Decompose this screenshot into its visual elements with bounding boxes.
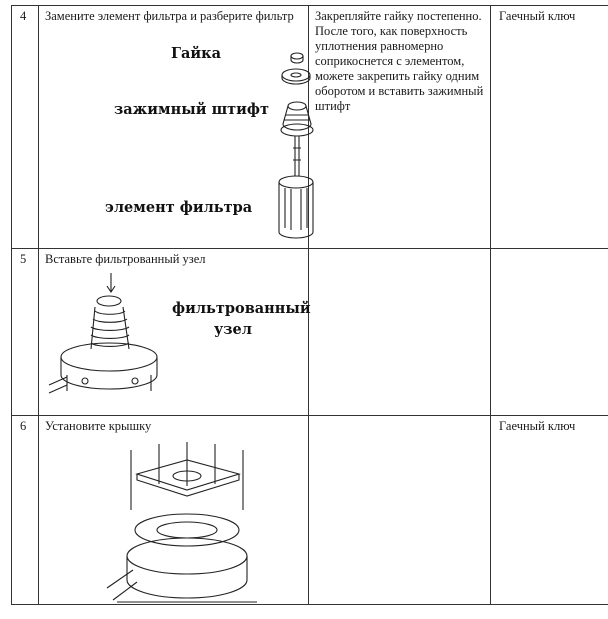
label-assembly-line1: фильтрованный	[172, 300, 311, 317]
label-filter-element: элемент фильтра	[105, 199, 253, 216]
operation-text: Вставьте фильтрованный узел	[45, 252, 206, 266]
step-number-cell	[12, 249, 39, 416]
step-number-cell	[12, 6, 39, 249]
table-row-step-4	[12, 6, 608, 249]
tool-text: Гаечный ключ	[499, 419, 576, 433]
cover-install-drawing-icon	[107, 438, 267, 602]
operation-text: Установите крышку	[45, 419, 152, 433]
label-clamp-pin: зажимный штифт	[114, 101, 269, 118]
operation-cell	[39, 6, 309, 249]
note-cell	[309, 249, 491, 416]
operation-cell	[39, 416, 309, 605]
label-assembly-line2: узел	[214, 321, 252, 338]
step-number: 4	[20, 9, 27, 23]
tool-cell	[491, 6, 608, 249]
step-number-cell	[12, 416, 39, 605]
tool-cell	[491, 249, 608, 416]
tool-text: Гаечный ключ	[499, 9, 576, 23]
note-text	[309, 416, 490, 419]
note-cell	[309, 416, 491, 605]
step-number: 5	[20, 252, 27, 266]
step-number: 6	[20, 419, 27, 433]
operation-cell	[39, 249, 309, 416]
table-row-step-6	[12, 416, 608, 605]
note-cell	[309, 6, 491, 249]
procedure-table	[11, 5, 608, 605]
label-nut: Гайка	[171, 45, 222, 62]
operation-text: Замените элемент фильтра и разберите фильтр	[45, 9, 294, 23]
tool-text	[491, 249, 608, 252]
note-text: Закрепляйте гайку постепенно. После того, как поверхность уплотнения равномерно соприкоснется с элементом, можете закрепить гайку одним оборотом и вставить зажимный штифт	[315, 9, 484, 113]
filter-assembly-drawing-icon	[45, 271, 170, 403]
filter-exploded-drawing-icon	[265, 48, 325, 243]
note-text	[309, 249, 490, 252]
table-row-step-5	[12, 249, 608, 416]
tool-cell	[491, 416, 608, 605]
